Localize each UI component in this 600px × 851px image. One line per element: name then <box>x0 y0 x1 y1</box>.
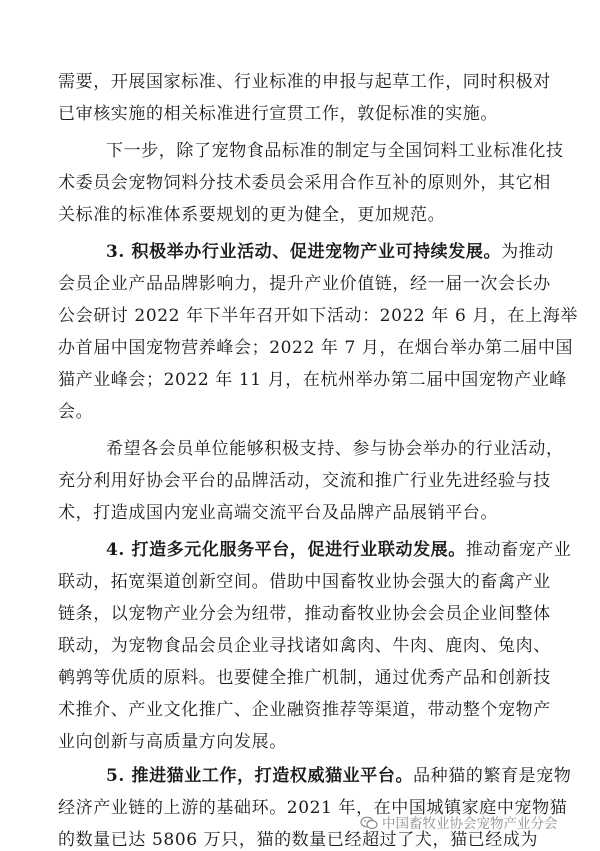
text-line: 联动，为宠物食品会员企业寻找诸如禽肉、牛肉、鹿肉、兔肉、 <box>58 636 551 656</box>
section-heading-4: 4. 打造多元化服务平台，促进行业联动发展。 <box>106 540 466 560</box>
text-line: 术，打造成国内宠业高端交流平台及品牌产品展销平台。 <box>58 503 498 523</box>
text-line: 公会研讨 2022 年下半年召开如下活动：2022 年 6 月，在上海举 <box>58 306 578 326</box>
text-line: 术推介、产业文化推广、企业融资推荐等渠道，带动整个宠物产 <box>58 700 551 720</box>
text-line: 办首届中国宠物营养峰会；2022 年 7 月，在烟台举办第二届中国 <box>58 338 574 358</box>
text-line: 术委员会宠物饲料分技术委员会采用合作互补的原则外，其它相 <box>58 173 551 193</box>
text-line: 希望各会员单位能够积极支持、参与协会举办的行业活动， <box>106 439 564 459</box>
text-span: 品种猫的繁育是宠物 <box>413 766 572 786</box>
text-line: 链条，以宠物产业分会为纽带，推动畜牧业协会会员企业间整体 <box>58 604 551 624</box>
text-line: 经济产业链的上游的基础环。2021 年，在中国城镇家庭中宠物猫 <box>58 798 568 818</box>
watermark-text: 中国畜牧业协会宠物产业分会 <box>382 816 558 832</box>
section-heading-3: 3. 积极举办行业活动、促进宠物产业可持续发展。 <box>106 242 502 262</box>
text-line: 会员企业产品品牌影响力，提升产业价值链，经一届一次会长办 <box>58 274 551 294</box>
text-line: 业向创新与高质量方向发展。 <box>58 732 287 752</box>
section-heading-5: 5. 推进猫业工作，打造权威猫业平台。 <box>106 766 414 786</box>
text-line: 猫产业峰会；2022 年 11 月，在杭州举办第二届中国宠物产业峰 <box>58 370 567 390</box>
text-line: 鹌鹑等优质的原料。也要健全推广机制，通过优秀产品和创新技 <box>58 668 551 688</box>
text-line: 会。 <box>58 402 94 422</box>
text-line: 已审核实施的相关标准进行宣贯工作，敦促标准的实施。 <box>58 104 498 124</box>
heading-line <box>106 539 600 561</box>
text-span: 为推动 <box>501 242 554 262</box>
heading-line <box>106 765 600 787</box>
text-line: 充分利用好协会平台的品牌活动，交流和推广行业先进经验与技 <box>58 471 551 491</box>
text-line: 下一步，除了宠物食品标准的制定与全国饲料工业标准化技 <box>106 141 564 161</box>
text-line: 关标准的标准体系要规划的更为健全，更加规范。 <box>58 205 446 225</box>
text-line: 的数量已达 5806 万只，猫的数量已经超过了犬，猫已经成为 <box>58 830 539 850</box>
text-line: 联动，拓宽渠道创新空间。借助中国畜牧业协会强大的畜禽产业 <box>58 572 551 592</box>
watermark <box>360 812 592 836</box>
text-span: 推动畜宠产业 <box>465 540 572 560</box>
text-line: 需要，开展国家标准、行业标准的申报与起草工作，同时积极对 <box>58 72 551 92</box>
wechat-icon <box>360 816 378 830</box>
heading-line <box>106 241 600 263</box>
